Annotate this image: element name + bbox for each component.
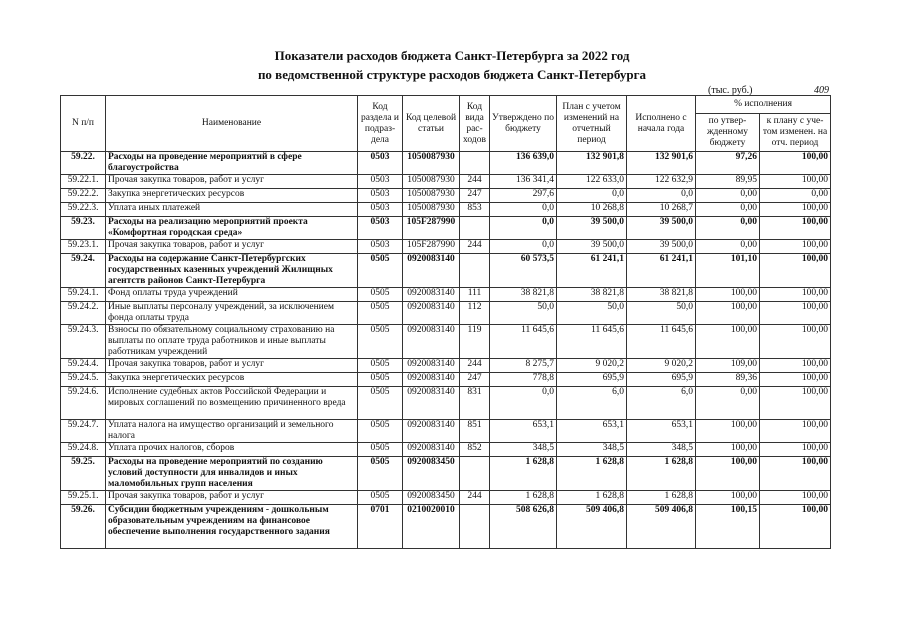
row-pct-plan: 100,00 — [760, 302, 831, 325]
header-num: N п/п — [61, 96, 106, 152]
row-name: Фонд оплаты труда учреждений — [106, 288, 358, 302]
row-plan: 132 901,8 — [557, 152, 627, 175]
row-section-code: 0505 — [358, 491, 403, 505]
row-target-code: 0920083140 — [403, 288, 460, 302]
row-approved: 0,0 — [490, 217, 557, 240]
row-name: Расходы на содержание Санкт-Петербургских государственных казенных учреждений Жилищных агентств районов Санкт-Петербурга — [106, 254, 358, 288]
row-approved: 778,8 — [490, 373, 557, 387]
table-row — [61, 189, 831, 203]
table-row — [61, 152, 831, 175]
row-kind-code: 112 — [460, 302, 490, 325]
row-number: 59.24.7. — [61, 420, 106, 443]
row-approved: 1 628,8 — [490, 457, 557, 491]
row-executed: 1 628,8 — [627, 491, 696, 505]
row-section-code: 0503 — [358, 203, 403, 217]
row-pct-plan: 100,00 — [760, 288, 831, 302]
row-pct-budget: 89,36 — [696, 373, 760, 387]
row-pct-plan: 100,00 — [760, 387, 831, 420]
row-number: 59.24. — [61, 254, 106, 288]
row-pct-budget: 109,00 — [696, 359, 760, 373]
row-section-code: 0505 — [358, 457, 403, 491]
row-section-code: 0701 — [358, 505, 403, 549]
row-kind-code: 831 — [460, 387, 490, 420]
row-pct-plan: 100,00 — [760, 240, 831, 254]
row-executed: 6,0 — [627, 387, 696, 420]
row-name: Прочая закупка товаров, работ и услуг — [106, 240, 358, 254]
header-pct-budget: по утвер-жденному бюджету — [696, 114, 760, 152]
row-executed: 39 500,0 — [627, 240, 696, 254]
row-pct-budget: 0,00 — [696, 189, 760, 203]
table-row — [61, 325, 831, 359]
row-target-code: 0920083450 — [403, 491, 460, 505]
table-body — [61, 152, 831, 549]
row-kind-code — [460, 457, 490, 491]
row-number: 59.22.1. — [61, 175, 106, 189]
row-approved: 38 821,8 — [490, 288, 557, 302]
table-row — [61, 420, 831, 443]
row-executed: 38 821,8 — [627, 288, 696, 302]
header-section-code: Код раздела и подраз-дела — [358, 96, 403, 152]
page-number: 409 — [814, 85, 829, 96]
row-pct-budget: 100,00 — [696, 457, 760, 491]
table-row — [61, 203, 831, 217]
header-target-code: Код целевой статьи — [403, 96, 460, 152]
row-plan: 695,9 — [557, 373, 627, 387]
row-target-code: 0920083140 — [403, 420, 460, 443]
row-name: Прочая закупка товаров, работ и услуг — [106, 491, 358, 505]
row-approved: 0,0 — [490, 387, 557, 420]
row-number: 59.25.1. — [61, 491, 106, 505]
row-name: Уплата налога на имущество организаций и земельного налога — [106, 420, 358, 443]
row-name: Прочая закупка товаров, работ и услуг — [106, 175, 358, 189]
row-name: Взносы по обязательному социальному страхованию на выплаты по оплате труда работников и иные выплаты работникам учреждений — [106, 325, 358, 359]
row-executed: 509 406,8 — [627, 505, 696, 549]
table-row — [61, 491, 831, 505]
row-executed: 348,5 — [627, 443, 696, 457]
row-plan: 39 500,0 — [557, 217, 627, 240]
row-pct-budget: 100,00 — [696, 491, 760, 505]
row-pct-budget: 0,00 — [696, 203, 760, 217]
row-plan: 509 406,8 — [557, 505, 627, 549]
units-label: (тыс. руб.) — [708, 85, 753, 96]
row-executed: 39 500,0 — [627, 217, 696, 240]
row-number: 59.24.1. — [61, 288, 106, 302]
row-kind-code: 244 — [460, 175, 490, 189]
row-section-code: 0505 — [358, 325, 403, 359]
table-row — [61, 373, 831, 387]
row-kind-code: 244 — [460, 240, 490, 254]
row-kind-code: 119 — [460, 325, 490, 359]
row-executed: 122 632,9 — [627, 175, 696, 189]
row-target-code: 1050087930 — [403, 203, 460, 217]
row-plan: 9 020,2 — [557, 359, 627, 373]
row-plan: 1 628,8 — [557, 491, 627, 505]
row-plan: 38 821,8 — [557, 288, 627, 302]
row-approved: 0,0 — [490, 203, 557, 217]
row-section-code: 0505 — [358, 443, 403, 457]
row-kind-code: 247 — [460, 373, 490, 387]
table-row — [61, 175, 831, 189]
row-pct-budget: 101,10 — [696, 254, 760, 288]
row-pct-plan: 100,00 — [760, 457, 831, 491]
row-executed: 1 628,8 — [627, 457, 696, 491]
document-title-line2: по ведомственной структуре расходов бюджета Санкт-Петербурга — [257, 67, 647, 82]
header-plan: План с учетом изменений на отчетный период — [557, 96, 627, 152]
row-name: Прочая закупка товаров, работ и услуг — [106, 359, 358, 373]
row-executed: 0,0 — [627, 189, 696, 203]
row-number: 59.24.4. — [61, 359, 106, 373]
row-kind-code: 111 — [460, 288, 490, 302]
row-name: Расходы на реализацию мероприятий проекта «Комфортная городская среда» — [106, 217, 358, 240]
row-target-code: 0210020010 — [403, 505, 460, 549]
row-approved: 8 275,7 — [490, 359, 557, 373]
row-pct-budget: 0,00 — [696, 387, 760, 420]
row-target-code: 0920083140 — [403, 302, 460, 325]
table-row — [61, 217, 831, 240]
row-kind-code: 247 — [460, 189, 490, 203]
row-pct-plan: 100,00 — [760, 505, 831, 549]
row-target-code: 1050087930 — [403, 189, 460, 203]
table-row — [61, 254, 831, 288]
row-pct-budget: 100,00 — [696, 443, 760, 457]
row-pct-plan: 100,00 — [760, 325, 831, 359]
row-kind-code: 852 — [460, 443, 490, 457]
row-target-code: 0920083140 — [403, 325, 460, 359]
row-plan: 61 241,1 — [557, 254, 627, 288]
row-section-code: 0505 — [358, 288, 403, 302]
row-number: 59.24.8. — [61, 443, 106, 457]
header-approved: Утверждено по бюджету — [490, 96, 557, 152]
row-pct-plan: 100,00 — [760, 152, 831, 175]
row-section-code: 0505 — [358, 387, 403, 420]
row-target-code: 0920083140 — [403, 443, 460, 457]
header-pct-plan: к плану с уче-том изменен. на отч. период — [760, 114, 831, 152]
table-row — [61, 443, 831, 457]
table-row — [61, 505, 831, 549]
header-kind-code: Код вида рас-ходов — [460, 96, 490, 152]
row-approved: 1 628,8 — [490, 491, 557, 505]
row-section-code: 0505 — [358, 373, 403, 387]
table-row — [61, 359, 831, 373]
row-approved: 0,0 — [490, 240, 557, 254]
row-pct-budget: 0,00 — [696, 217, 760, 240]
row-approved: 508 626,8 — [490, 505, 557, 549]
row-name: Закупка энергетических ресурсов — [106, 373, 358, 387]
row-plan: 6,0 — [557, 387, 627, 420]
row-name: Иные выплаты персоналу учреждений, за исключением фонда оплаты труда — [106, 302, 358, 325]
row-kind-code: 851 — [460, 420, 490, 443]
row-pct-budget: 100,00 — [696, 288, 760, 302]
row-executed: 9 020,2 — [627, 359, 696, 373]
row-number: 59.23. — [61, 217, 106, 240]
row-pct-budget: 100,00 — [696, 302, 760, 325]
row-name: Расходы на проведение мероприятий по созданию условий доступности для инвалидов и иных маломобильных групп населения — [106, 457, 358, 491]
row-name: Уплата иных платежей — [106, 203, 358, 217]
row-pct-plan: 100,00 — [760, 359, 831, 373]
row-number: 59.24.6. — [61, 387, 106, 420]
row-pct-budget: 0,00 — [696, 240, 760, 254]
row-target-code: 0920083140 — [403, 387, 460, 420]
row-pct-budget: 89,95 — [696, 175, 760, 189]
row-kind-code — [460, 152, 490, 175]
row-name: Расходы на проведение мероприятий в сфере благоустройства — [106, 152, 358, 175]
row-approved: 136 639,0 — [490, 152, 557, 175]
row-pct-plan: 100,00 — [760, 254, 831, 288]
row-number: 59.22. — [61, 152, 106, 175]
row-plan: 653,1 — [557, 420, 627, 443]
row-kind-code: 244 — [460, 359, 490, 373]
row-executed: 50,0 — [627, 302, 696, 325]
row-approved: 50,0 — [490, 302, 557, 325]
row-number: 59.22.2. — [61, 189, 106, 203]
row-approved: 348,5 — [490, 443, 557, 457]
row-pct-budget: 100,00 — [696, 325, 760, 359]
row-kind-code — [460, 505, 490, 549]
row-plan: 122 633,0 — [557, 175, 627, 189]
row-section-code: 0503 — [358, 175, 403, 189]
row-pct-plan: 0,00 — [760, 189, 831, 203]
row-pct-plan: 100,00 — [760, 203, 831, 217]
row-kind-code: 853 — [460, 203, 490, 217]
row-pct-budget: 100,00 — [696, 420, 760, 443]
row-approved: 11 645,6 — [490, 325, 557, 359]
row-plan: 11 645,6 — [557, 325, 627, 359]
row-pct-plan: 100,00 — [760, 175, 831, 189]
row-plan: 10 268,8 — [557, 203, 627, 217]
row-target-code: 1050087930 — [403, 152, 460, 175]
document-title-line1: Показатели расходов бюджета Санкт-Петербурга за 2022 год — [274, 48, 630, 63]
table-row — [61, 240, 831, 254]
row-number: 59.23.1. — [61, 240, 106, 254]
row-executed: 132 901,6 — [627, 152, 696, 175]
row-executed: 11 645,6 — [627, 325, 696, 359]
row-kind-code — [460, 217, 490, 240]
row-target-code: 105F287990 — [403, 217, 460, 240]
row-section-code: 0503 — [358, 152, 403, 175]
row-approved: 60 573,5 — [490, 254, 557, 288]
row-target-code: 0920083450 — [403, 457, 460, 491]
row-pct-budget: 97,26 — [696, 152, 760, 175]
header-pct-group: % исполнения — [696, 96, 831, 114]
row-number: 59.24.3. — [61, 325, 106, 359]
row-target-code: 0920083140 — [403, 373, 460, 387]
row-name: Субсидии бюджетным учреждениям - дошкольным образовательным учреждениям на финансовое обеспечение выполнения государственного задания — [106, 505, 358, 549]
table-row — [61, 302, 831, 325]
row-executed: 653,1 — [627, 420, 696, 443]
row-section-code: 0505 — [358, 420, 403, 443]
table-row — [61, 288, 831, 302]
row-pct-plan: 100,00 — [760, 373, 831, 387]
row-approved: 653,1 — [490, 420, 557, 443]
row-target-code: 105F287990 — [403, 240, 460, 254]
row-target-code: 0920083140 — [403, 254, 460, 288]
row-pct-plan: 100,00 — [760, 420, 831, 443]
row-section-code: 0505 — [358, 359, 403, 373]
table-row — [61, 457, 831, 491]
row-number: 59.22.3. — [61, 203, 106, 217]
row-number: 59.25. — [61, 457, 106, 491]
row-name: Закупка энергетических ресурсов — [106, 189, 358, 203]
row-executed: 10 268,7 — [627, 203, 696, 217]
row-section-code: 0503 — [358, 240, 403, 254]
row-number: 59.24.2. — [61, 302, 106, 325]
row-target-code: 0920083140 — [403, 359, 460, 373]
row-section-code: 0503 — [358, 189, 403, 203]
row-plan: 50,0 — [557, 302, 627, 325]
row-kind-code: 244 — [460, 491, 490, 505]
row-approved: 136 341,4 — [490, 175, 557, 189]
row-pct-plan: 100,00 — [760, 443, 831, 457]
row-name: Уплата прочих налогов, сборов — [106, 443, 358, 457]
row-plan: 348,5 — [557, 443, 627, 457]
row-name: Исполнение судебных актов Российской Федерации и мировых соглашений по возмещению причиненного вреда — [106, 387, 358, 420]
row-approved: 297,6 — [490, 189, 557, 203]
row-pct-budget: 100,15 — [696, 505, 760, 549]
row-kind-code — [460, 254, 490, 288]
row-executed: 695,9 — [627, 373, 696, 387]
row-number: 59.24.5. — [61, 373, 106, 387]
header-executed: Исполнено с начала года — [627, 96, 696, 152]
row-plan: 1 628,8 — [557, 457, 627, 491]
expenditure-table — [60, 95, 831, 549]
row-section-code: 0505 — [358, 254, 403, 288]
table-row — [61, 387, 831, 420]
row-target-code: 1050087930 — [403, 175, 460, 189]
header-name: Наименование — [106, 96, 358, 152]
row-number: 59.26. — [61, 505, 106, 549]
row-plan: 39 500,0 — [557, 240, 627, 254]
row-pct-plan: 100,00 — [760, 217, 831, 240]
row-section-code: 0503 — [358, 217, 403, 240]
row-section-code: 0505 — [358, 302, 403, 325]
row-executed: 61 241,1 — [627, 254, 696, 288]
row-pct-plan: 100,00 — [760, 491, 831, 505]
row-plan: 0,0 — [557, 189, 627, 203]
